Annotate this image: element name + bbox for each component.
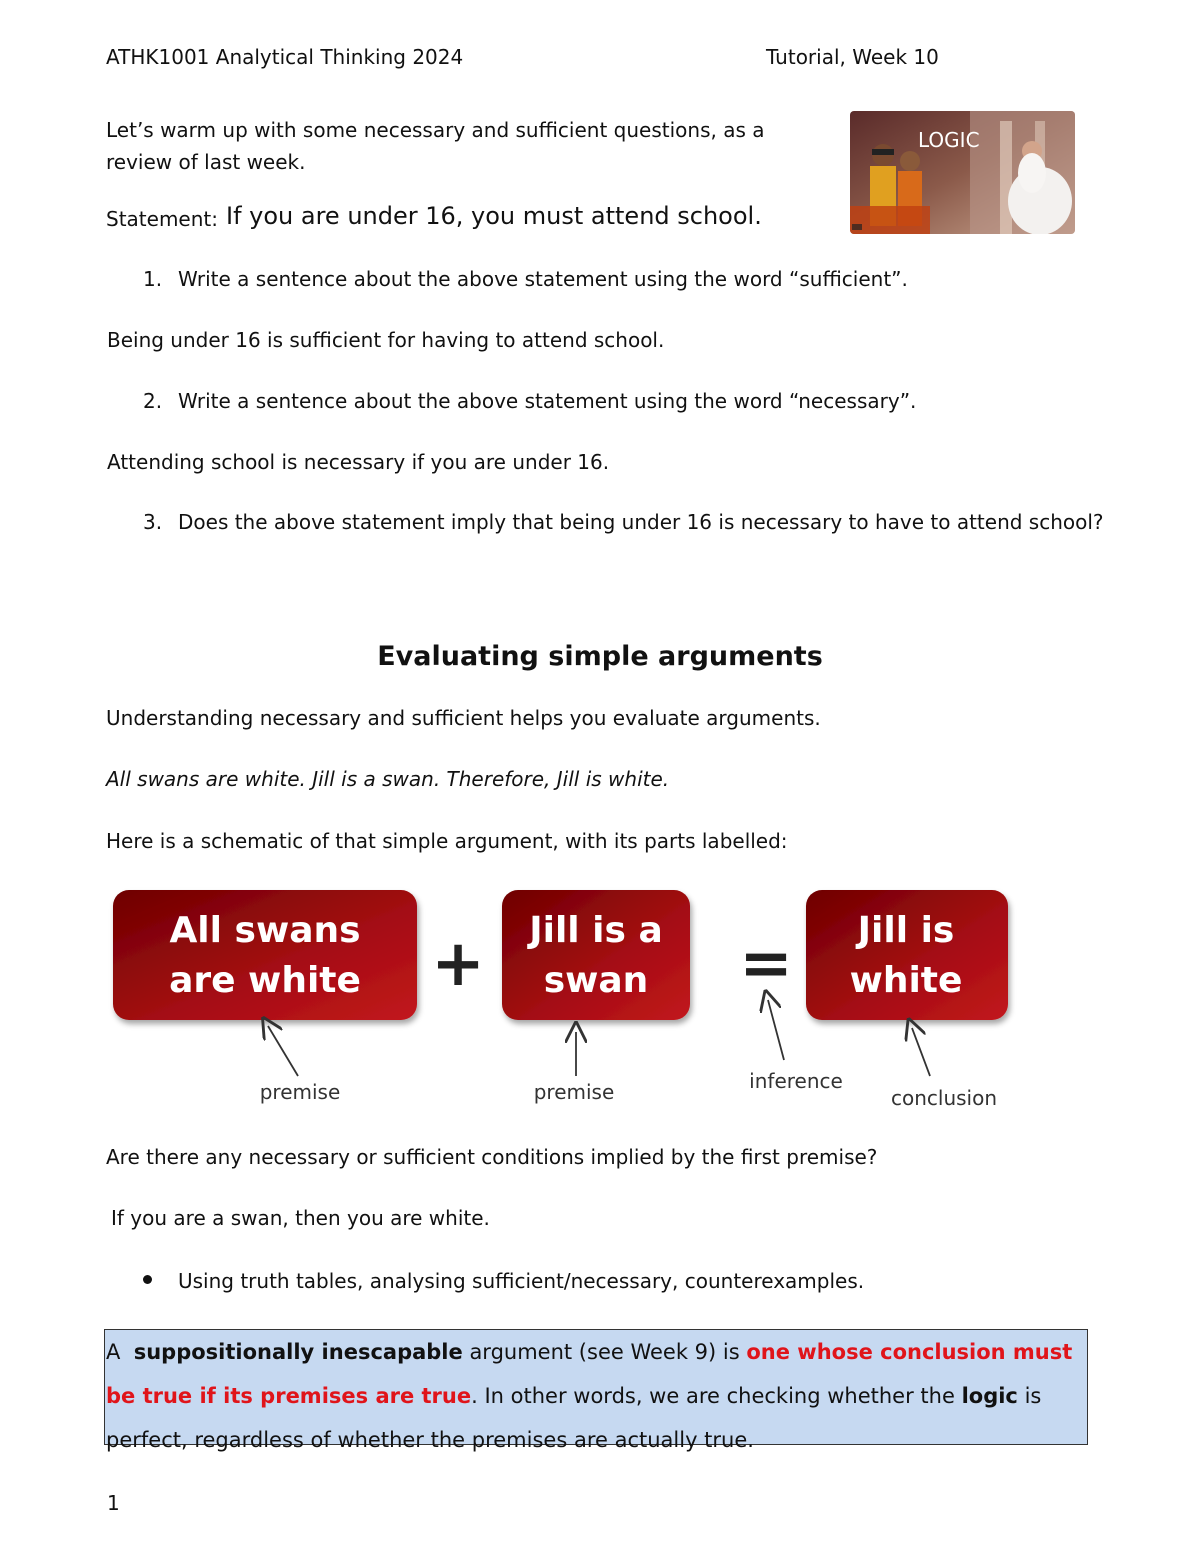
premise-box-1 — [113, 890, 417, 1020]
callout-rest-1: . In other words, we are checking whether the — [471, 1384, 955, 1408]
premise-box-1-line-1: All swans — [169, 910, 361, 951]
callout-term: suppositionally inescapable — [133, 1340, 463, 1364]
conclusion-box-line-1: Jill is — [857, 910, 955, 951]
logic-image — [850, 111, 1075, 234]
conclusion-box — [806, 890, 1008, 1020]
conclusion-label: conclusion — [890, 1086, 998, 1110]
conclusion-box-line-2: white — [849, 960, 963, 1001]
conclusion-arrow — [912, 1028, 930, 1076]
intro-paragraph: Let’s warm up with some necessary and sufficient questions, as a review of last week. — [106, 118, 765, 174]
section-title: Evaluating simple arguments — [377, 641, 823, 672]
premise-box-2-line-2: swan — [543, 960, 649, 1001]
callout-mid: argument (see Week 9) is — [469, 1340, 740, 1364]
example-argument: All swans are white. Jill is a swan. Therefore, Jill is white. — [106, 767, 670, 791]
plus-sign: + — [431, 927, 485, 1001]
section-paragraph: Understanding necessary and sufficient helps you evaluate arguments. — [106, 706, 821, 730]
premise-label-2: premise — [533, 1080, 615, 1104]
answer-text: Being under 16 is sufficient for having to attend school. — [107, 328, 665, 352]
question-text: Write a sentence about the above statement using the word “necessary”. — [178, 389, 917, 413]
page-number: 1 — [107, 1491, 120, 1515]
answer-text: Attending school is necessary if you are under 16. — [107, 450, 610, 474]
logic-image-caption: LOGIC — [918, 128, 980, 152]
definition-callout-text — [106, 1330, 1091, 1462]
premise-box-2-line-1: Jill is a — [529, 910, 663, 951]
callout-highlight: one whose conclusion must be true if its premises are true — [106, 1340, 1073, 1408]
statement-value: If you are under 16, you must attend school. — [226, 202, 762, 230]
premise-box-2 — [502, 890, 690, 1020]
callout-a: A — [106, 1340, 121, 1364]
statement-label: Statement: — [106, 207, 218, 231]
equals-sign: = — [739, 927, 793, 1001]
question-text: Write a sentence about the above statement using the word “sufficient”. — [178, 267, 908, 291]
question-number: 1. — [143, 267, 163, 291]
callout-rest-2: is perfect, regardless of whether the premises are actually true. — [106, 1384, 1042, 1452]
inference-label: inference — [749, 1069, 843, 1093]
conditions-question: Are there any necessary or sufficient conditions implied by the first premise? — [106, 1145, 878, 1169]
inference-arrow — [768, 1000, 784, 1060]
bullet-dot — [143, 1275, 152, 1284]
schematic-intro: Here is a schematic of that simple argument, with its parts labelled: — [106, 829, 788, 853]
header-tutorial: Tutorial, Week 10 — [766, 45, 939, 69]
question-number: 2. — [143, 389, 163, 413]
premise-arrow-1 — [268, 1026, 298, 1076]
question-number: 3. — [143, 510, 163, 534]
bullet-text: Using truth tables, analysing sufficient/necessary, counterexamples. — [178, 1269, 865, 1293]
header-course: ATHK1001 Analytical Thinking 2024 — [106, 45, 464, 69]
conditions-answer: If you are a swan, then you are white. — [111, 1206, 490, 1230]
premise-box-1-line-2: are white — [169, 960, 361, 1001]
premise-label-1: premise — [259, 1080, 341, 1104]
argument-diagram — [100, 880, 1020, 1124]
callout-logic: logic — [961, 1384, 1018, 1408]
question-text: Does the above statement imply that being under 16 is necessary to have to attend school? — [178, 510, 1104, 534]
